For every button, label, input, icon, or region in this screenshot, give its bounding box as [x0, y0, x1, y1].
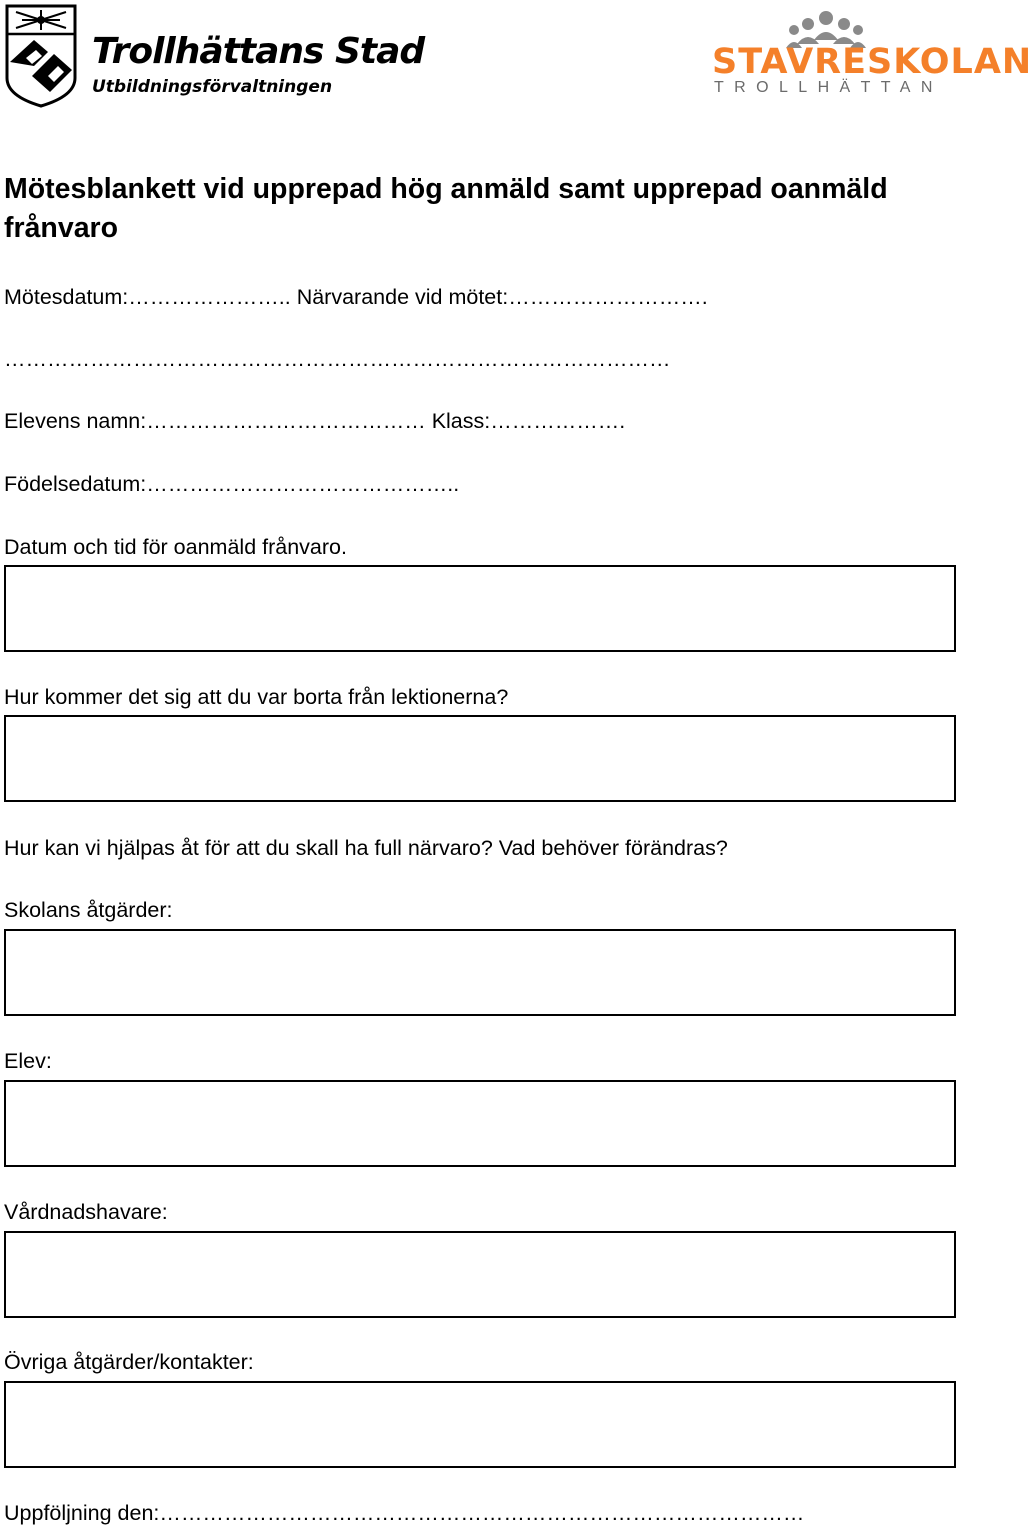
- guardian-label: Vårdnadshavare:: [4, 1200, 168, 1224]
- other-measures-label: Övriga åtgärder/kontakter:: [4, 1350, 254, 1374]
- attendees-dots-line: …………………………………………………………………………………: [4, 347, 671, 371]
- guardian-box[interactable]: [4, 1231, 956, 1318]
- school-town: TROLLHÄTTAN: [714, 79, 943, 96]
- meeting-date-line: Mötesdatum:………………….. Närvarande vid mötet:……………………….: [4, 285, 708, 309]
- school-measures-box[interactable]: [4, 929, 956, 1016]
- form-title: Mötesblankett vid upprepad hög anmäld samt upprepad oanmäld frånvaro: [4, 173, 888, 244]
- city-name: Trollhättans Stad: [92, 31, 425, 72]
- absence-reason-box[interactable]: [4, 715, 956, 802]
- student-box[interactable]: [4, 1080, 956, 1167]
- follow-up-line: Uppföljning den:………………………………………………………………………………: [4, 1501, 805, 1525]
- absence-date-box[interactable]: [4, 565, 956, 652]
- school-name: STAVRESKOLAN: [712, 42, 1032, 82]
- absence-date-label: Datum och tid för oanmäld frånvaro.: [4, 535, 347, 559]
- help-question-label: Hur kan vi hjälpas åt för att du skall ha full närvaro? Vad behöver förändras?: [4, 836, 728, 860]
- student-name-line: Elevens namn:………………………………… Klass:……………….: [4, 409, 626, 433]
- trollhattan-crest-icon: [4, 4, 78, 108]
- city-department: Utbildningsförvaltningen: [92, 77, 333, 97]
- other-measures-box[interactable]: [4, 1381, 956, 1468]
- student-label: Elev:: [4, 1049, 52, 1073]
- school-measures-label: Skolans åtgärder:: [4, 898, 173, 922]
- absence-reason-label: Hur kommer det sig att du var borta från lektionerna?: [4, 685, 509, 709]
- birth-date-line: Födelsedatum:……………………………………..: [4, 472, 460, 496]
